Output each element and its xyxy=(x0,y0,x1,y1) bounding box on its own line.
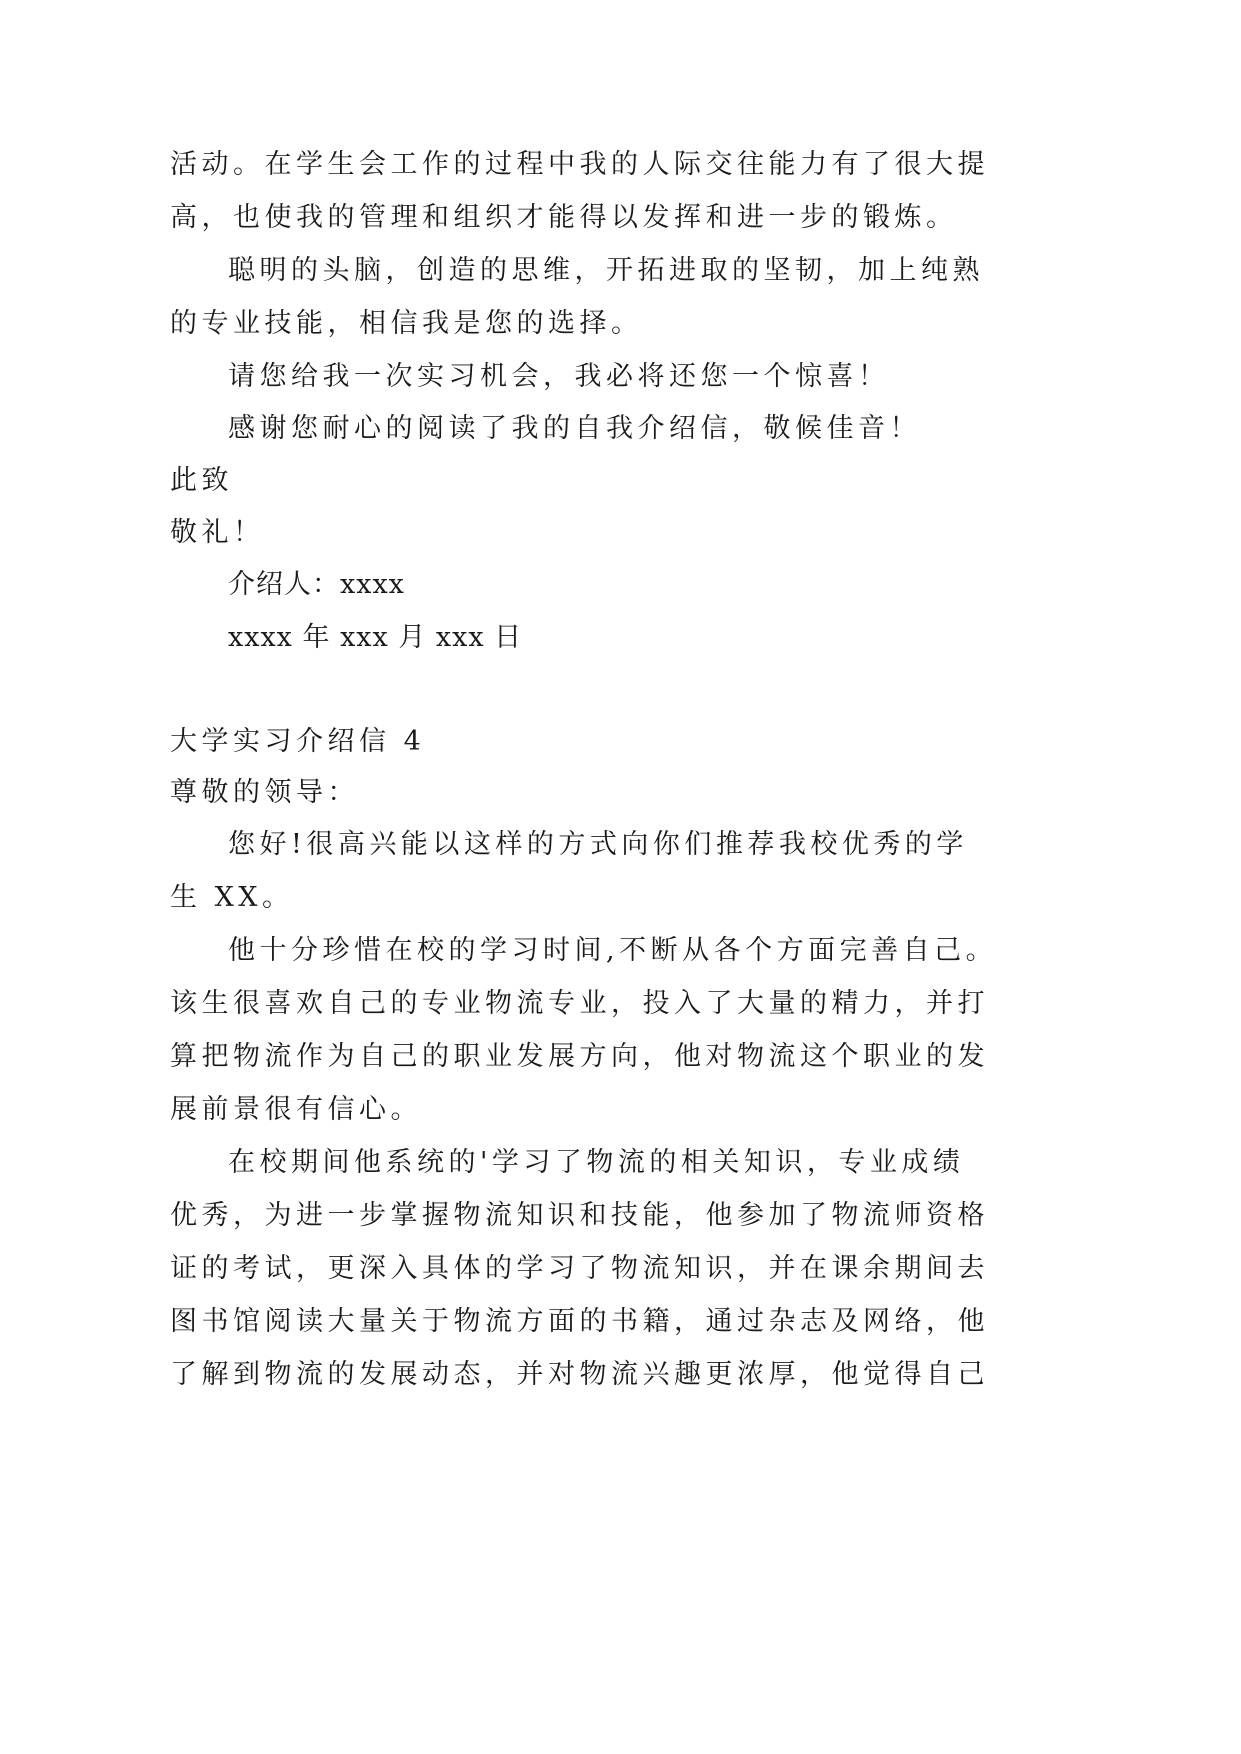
body-line: 高，也使我的管理和组织才能得以发挥和进一步的锻炼。 xyxy=(170,202,958,233)
closing-salute: 敬礼！ xyxy=(170,517,265,548)
paragraph-line: 在校期间他系统的'学习了物流的相关知识，专业成绩 xyxy=(228,1147,965,1178)
closing-line: 此致 xyxy=(170,465,233,496)
date-line: xxxx 年 xxx 月 xxx 日 xyxy=(228,622,523,653)
paragraph-line: 他十分珍惜在校的学习时间,不断从各个方面完善自己。 xyxy=(228,935,998,966)
body-line: 活动。在学生会工作的过程中我的人际交往能力有了很大提 xyxy=(170,149,989,180)
body-line: 该生很喜欢自己的专业物流专业，投入了大量的精力，并打 xyxy=(170,988,989,1019)
introducer-line: 介绍人：xxxx xyxy=(228,569,405,600)
section-title: 大学实习介绍信 4 xyxy=(170,726,426,757)
body-line: 图书馆阅读大量关于物流方面的书籍，通过杂志及网络，他 xyxy=(170,1306,989,1337)
paragraph-line: 聪明的头脑，创造的思维，开拓进取的坚韧，加上纯熟 xyxy=(228,255,984,286)
body-line: 优秀，为进一步掌握物流知识和技能，他参加了物流师资格 xyxy=(170,1200,989,1231)
body-line: 证的考试，更深入具体的学习了物流知识，并在课余期间去 xyxy=(170,1253,989,1284)
salutation: 尊敬的领导： xyxy=(170,777,359,808)
paragraph-line: 感谢您耐心的阅读了我的自我介绍信，敬候佳音！ xyxy=(228,413,921,444)
body-line: 了解到物流的发展动态，并对物流兴趣更浓厚，他觉得自己 xyxy=(170,1359,989,1390)
paragraph-line: 您好!很高兴能以这样的方式向你们推荐我校优秀的学 xyxy=(228,829,968,860)
paragraph-line: 请您给我一次实习机会，我必将还您一个惊喜！ xyxy=(228,361,890,392)
body-line: 算把物流作为自己的职业发展方向，他对物流这个职业的发 xyxy=(170,1041,989,1072)
body-line: 的专业技能，相信我是您的选择。 xyxy=(170,308,643,339)
body-line: 生 XX。 xyxy=(170,882,294,913)
body-line: 展前景很有信心。 xyxy=(170,1094,422,1125)
